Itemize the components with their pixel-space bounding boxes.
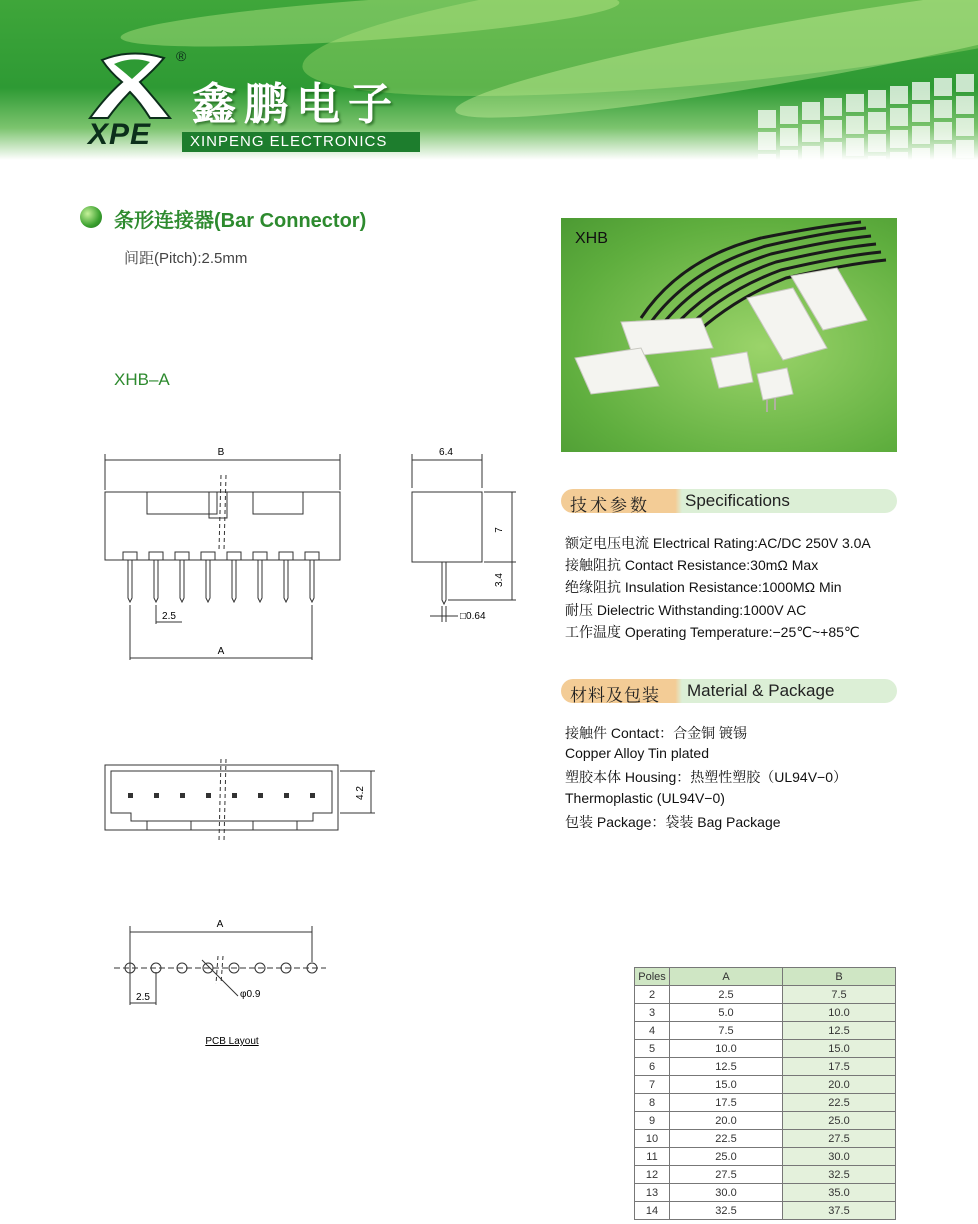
table-cell-a: 27.5 (670, 1166, 783, 1184)
pcb-pitch-label: 2.5 (136, 992, 150, 1003)
table-cell-poles: 7 (635, 1076, 670, 1094)
dim-pin-size-label: □0.64 (460, 611, 486, 622)
table-cell-b: 27.5 (783, 1130, 896, 1148)
table-cell-b: 37.5 (783, 1202, 896, 1220)
table-cell-poles: 11 (635, 1148, 670, 1166)
table-row (635, 1022, 896, 1040)
table-row (635, 1112, 896, 1130)
grid-decoration (748, 70, 978, 210)
table-cell-b: 32.5 (783, 1166, 896, 1184)
spec-line: 额定电压电流 Electrical Rating:AC/DC 250V 3.0A (565, 535, 871, 551)
table-header-row (635, 968, 896, 986)
bullet-icon (80, 206, 102, 228)
material-line: Copper Alloy Tin plated (565, 745, 709, 761)
top-view-drawing (95, 755, 385, 845)
table-cell-a: 5.0 (670, 1004, 783, 1022)
table-row (635, 1094, 896, 1112)
table-cell-a: 12.5 (670, 1058, 783, 1076)
table-cell-poles: 10 (635, 1130, 670, 1148)
table-cell-b: 17.5 (783, 1058, 896, 1076)
table-cell-poles: 3 (635, 1004, 670, 1022)
table-row (635, 1058, 896, 1076)
spec-line: 耐压 Dielectric Withstanding:1000V AC (565, 602, 807, 618)
dim-top-label: 4.2 (355, 786, 366, 800)
table-cell-poles: 4 (635, 1022, 670, 1040)
pcb-layout-drawing (110, 910, 340, 1050)
table-row (635, 1004, 896, 1022)
table-cell-poles: 8 (635, 1094, 670, 1112)
table-row (635, 1076, 896, 1094)
material-heading-en: Material & Package (687, 681, 835, 700)
spec-line: 绝缘阻抗 Insulation Resistance:1000MΩ Min (565, 579, 842, 595)
specifications-heading-cn: 技术参数 (570, 496, 650, 515)
dim-height-label: 7 (494, 527, 505, 533)
pcb-caption: PCB Layout (205, 1036, 259, 1047)
table-row (635, 1148, 896, 1166)
table-cell-a: 15.0 (670, 1076, 783, 1094)
material-line: 包装 Package：袋装 Bag Package (565, 814, 781, 830)
table-cell-poles: 14 (635, 1202, 670, 1220)
table-cell-poles: 5 (635, 1040, 670, 1058)
product-pitch: 间距(Pitch):2.5mm (124, 250, 248, 267)
side-view-drawing (400, 440, 520, 630)
table-cell-a: 20.0 (670, 1112, 783, 1130)
logo-text: XPE (88, 118, 152, 151)
table-cell-b: 15.0 (783, 1040, 896, 1058)
company-name-cn: 鑫鹏电子 (192, 79, 400, 130)
model-label: XHB–A (114, 370, 170, 389)
connector-illustration (561, 218, 897, 452)
product-photo (561, 218, 897, 452)
table-cell-b: 30.0 (783, 1148, 896, 1166)
table-cell-a: 32.5 (670, 1202, 783, 1220)
table-row (635, 1166, 896, 1184)
table-row (635, 1040, 896, 1058)
spec-line: 接触阻抗 Contact Resistance:30mΩ Max (565, 557, 819, 573)
specifications-heading-en: Specifications (685, 491, 790, 510)
table-row (635, 1202, 896, 1220)
material-line: Thermoplastic (UL94V−0) (565, 790, 725, 806)
material-heading-cn: 材料及包装 (570, 686, 660, 705)
pcb-hole-label: φ0.9 (240, 989, 261, 1000)
pcb-a-label: A (216, 919, 224, 930)
dim-pin-label: 3.4 (494, 573, 505, 587)
table-cell-poles: 2 (635, 986, 670, 1004)
table-cell-b: 10.0 (783, 1004, 896, 1022)
table-row (635, 1130, 896, 1148)
material-line: 塑胶本体 Housing：热塑性塑胶（UL94V−0） (565, 769, 848, 785)
dim-pitch-label: 2.5 (162, 611, 176, 622)
table-cell-b: 22.5 (783, 1094, 896, 1112)
table-body (635, 986, 896, 1220)
table-cell-a: 7.5 (670, 1022, 783, 1040)
dim-a-label: A (217, 646, 225, 657)
table-cell-b: 7.5 (783, 986, 896, 1004)
table-cell-b: 12.5 (783, 1022, 896, 1040)
spec-line: 工作温度 Operating Temperature:−25℃~+85℃ (565, 624, 860, 640)
dim-width-label: 6.4 (439, 447, 453, 458)
front-view-drawing (95, 440, 355, 670)
table-cell-a: 25.0 (670, 1148, 783, 1166)
material-line: 接触件 Contact：合金铜 镀锡 (565, 725, 748, 741)
table-cell-poles: 12 (635, 1166, 670, 1184)
dim-b-label: B (217, 447, 225, 458)
table-cell-poles: 6 (635, 1058, 670, 1076)
table-cell-b: 25.0 (783, 1112, 896, 1130)
table-cell-b: 20.0 (783, 1076, 896, 1094)
table-cell-a: 10.0 (670, 1040, 783, 1058)
registered-mark: ® (176, 48, 187, 64)
table-header-b: B (783, 968, 896, 986)
photo-label: XHB (575, 230, 608, 247)
table-header-poles: Poles (635, 968, 670, 986)
table-cell-a: 30.0 (670, 1184, 783, 1202)
logo-icon (84, 52, 180, 126)
table-cell-b: 35.0 (783, 1184, 896, 1202)
table-row (635, 1184, 896, 1202)
table-header-a: A (670, 968, 783, 986)
poles-dimension-table (634, 967, 896, 1220)
table-cell-a: 17.5 (670, 1094, 783, 1112)
table-cell-a: 2.5 (670, 986, 783, 1004)
table-row (635, 986, 896, 1004)
table-cell-poles: 13 (635, 1184, 670, 1202)
table-cell-poles: 9 (635, 1112, 670, 1130)
company-name-en: XINPENG ELECTRONICS (190, 133, 388, 150)
table-cell-a: 22.5 (670, 1130, 783, 1148)
product-title: 条形连接器(Bar Connector) (114, 210, 367, 232)
